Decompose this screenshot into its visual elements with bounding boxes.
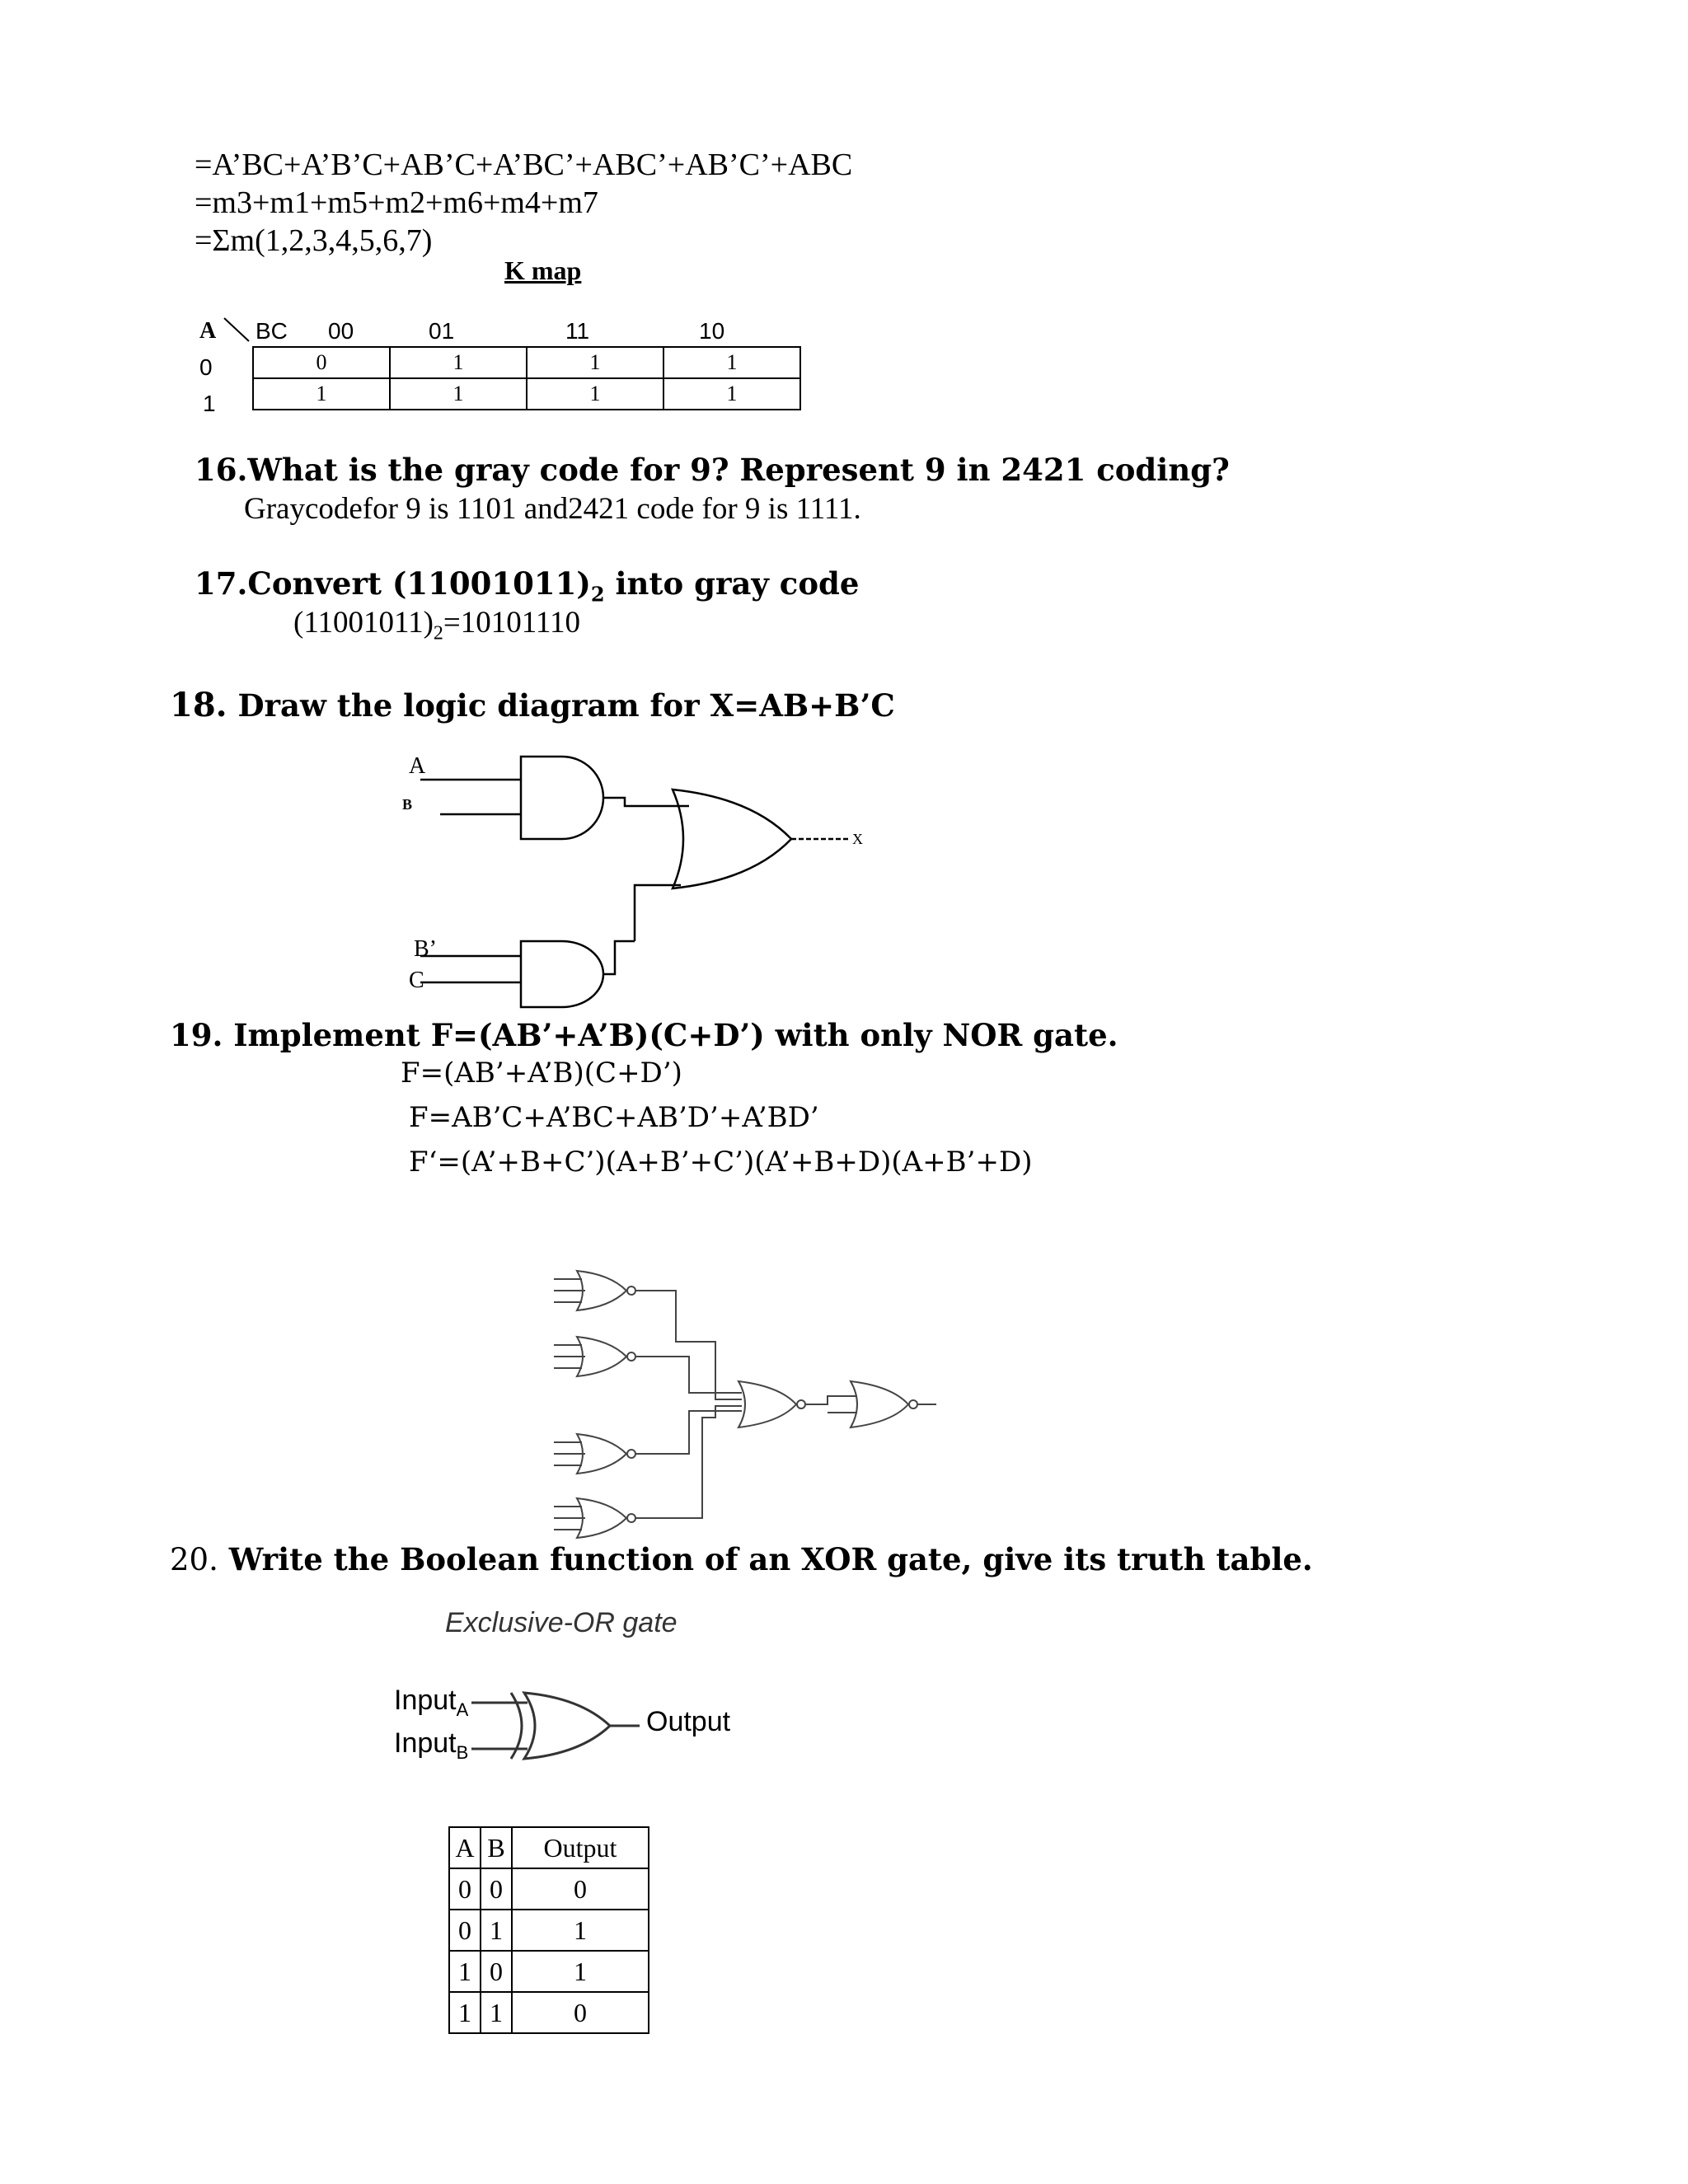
question-18-text: Draw the logic diagram for X=AB+B’C — [227, 687, 895, 724]
xor-output-label: Output — [646, 1706, 731, 1737]
q19-line-3: F‘=(A’+B+C’)(A+B’+C’)(A’+B+D)(A+B’+D) — [409, 1146, 1033, 1179]
table-header-cell: B — [481, 1827, 512, 1868]
xor-gate-body — [524, 1693, 610, 1759]
input-label-a: A — [409, 753, 426, 779]
table-cell: 0 — [481, 1951, 512, 1992]
kmap-row-label: 0 — [199, 354, 213, 380]
kmap-cell: 1 — [390, 378, 527, 410]
kmap-row-var: A — [199, 318, 217, 344]
table-cell: 0 — [512, 1992, 649, 2033]
xor-input-a-text: Input — [394, 1685, 457, 1716]
q19-line-1: F=(AB’+A’B)(C+D’) — [401, 1057, 682, 1090]
xor-input-a-sub: A — [456, 1699, 469, 1720]
table-cell: 1 — [449, 1992, 481, 2033]
question-16: 16.What is the gray code for 9? Represent 9 in 2421 coding? — [195, 452, 1230, 488]
xor-figure-title: Exclusive-OR gate — [445, 1607, 678, 1638]
kmap-cell: 0 — [253, 347, 390, 378]
table-cell: 1 — [449, 1951, 481, 1992]
q19-line-2: F=AB’C+A’BC+AB’D’+A’BD’ — [409, 1101, 819, 1134]
kmap-title: K map — [504, 255, 582, 285]
table-cell: 0 — [481, 1868, 512, 1910]
input-label-c: C — [409, 968, 424, 993]
kmap-cell: 1 — [527, 378, 663, 410]
table-row — [449, 1868, 649, 1910]
kmap-cell: 1 — [663, 378, 800, 410]
xor-input-b-text: Input — [394, 1727, 457, 1759]
question-17-prefix: 17.Convert (11001011) — [195, 565, 591, 602]
table-cell: 0 — [449, 1910, 481, 1951]
output-label-x: X — [852, 831, 863, 847]
question-18-number: 18. — [170, 686, 227, 724]
answer-17-suffix: =10101110 — [443, 606, 581, 640]
table-cell: 0 — [512, 1868, 649, 1910]
table-header-cell: A — [449, 1827, 481, 1868]
answer-17-subscript: 2 — [433, 622, 443, 644]
table-header-cell: Output — [512, 1827, 649, 1868]
table-cell: 1 — [512, 1951, 649, 1992]
table-row — [449, 1951, 649, 1992]
table-row — [449, 1910, 649, 1951]
table-header-row — [449, 1827, 649, 1868]
question-17-subscript: 2 — [590, 582, 605, 607]
input-label-b-prime: B’ — [414, 936, 437, 962]
equation-line-1: =A’BC+A’B’C+AB’C+A’BC’+ABC’+AB’C’+ABC — [195, 148, 853, 182]
equation-line-3: =Σm(1,2,3,4,5,6,7) — [195, 223, 433, 258]
question-20-number: 20. — [170, 1542, 218, 1577]
kmap-cell: 1 — [527, 347, 663, 378]
kmap-cell: 1 — [390, 347, 527, 378]
kmap-col-label: 11 — [565, 318, 590, 344]
table-cell: 1 — [481, 1992, 512, 2033]
kmap-col-label: 01 — [429, 318, 455, 344]
kmap-col-label: 10 — [699, 318, 725, 344]
table-cell: 1 — [512, 1910, 649, 1951]
kmap-cell: 1 — [663, 347, 800, 378]
input-label-b: B — [402, 796, 413, 813]
kmap-cell: 1 — [253, 378, 390, 410]
table-cell: 0 — [449, 1868, 481, 1910]
table-row — [449, 1992, 649, 2033]
question-20-text: Write the Boolean function of an XOR gate, give its truth table. — [218, 1541, 1313, 1577]
xor-truth-table — [448, 1826, 649, 2034]
kmap-col-label: 00 — [328, 318, 354, 344]
equation-line-2: =m3+m1+m5+m2+m6+m4+m7 — [195, 185, 598, 220]
xor-input-b-sub: B — [456, 1741, 469, 1763]
answer-16: Graycodefor 9 is 1101 and2421 code for 9 is 1111. — [244, 492, 861, 526]
question-19: 19. Implement F=(AB’+A’B)(C+D’) with only NOR gate. — [170, 1017, 1118, 1053]
answer-17-prefix: (11001011) — [293, 606, 434, 640]
kmap-col-var: BC — [256, 318, 288, 344]
question-17-suffix: into gray code — [604, 565, 860, 602]
kmap-row-label: 1 — [203, 391, 216, 416]
table-cell: 1 — [481, 1910, 512, 1951]
